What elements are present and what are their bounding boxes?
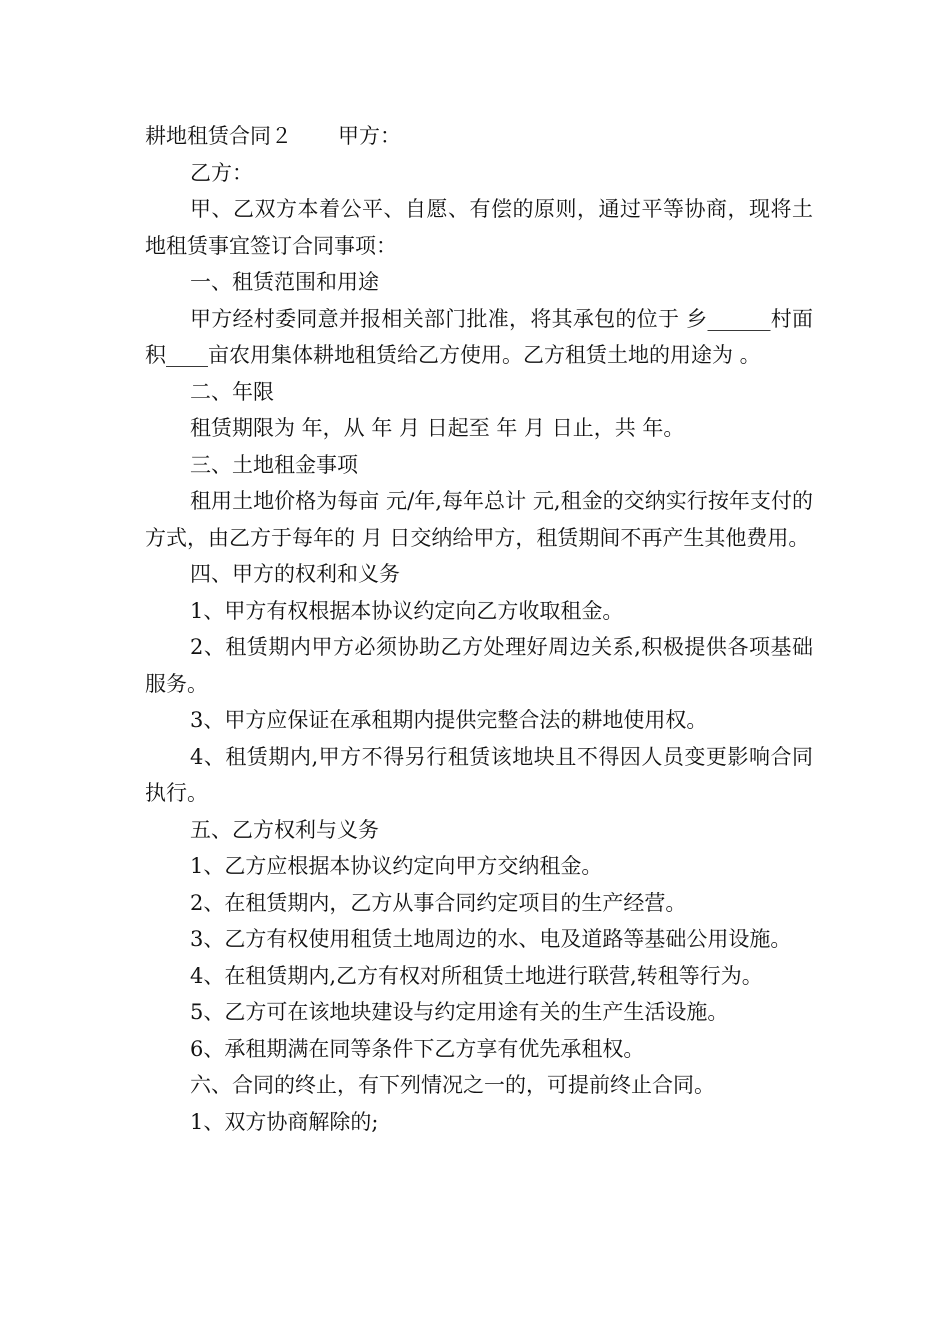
list-item: 4、在租赁期内,乙方有权对所租赁土地进行联营,转租等行为。 (190, 963, 763, 988)
section-heading-rent: 三、土地租金事项 (190, 452, 358, 477)
document-title: 耕地租赁合同２ (145, 124, 292, 148)
paragraph-rent: 租用土地价格为每亩 元/年,每年总计 元,租金的交纳实行按年支付的方式，由乙方于每年的 月 日交纳给甲方，租赁期间不再产生其他费用。 (145, 489, 813, 550)
list-item: 5、乙方可在该地块建设与约定用途有关的生产生活设施。 (190, 1000, 729, 1024)
section-heading-termination: 六、合同的终止，有下列情况之一的，可提前终止合同。 (190, 1073, 715, 1097)
party-b-label: 乙方： (190, 160, 253, 185)
list-item: 2、在租赁期内，乙方从事合同约定项目的生产经营。 (190, 890, 687, 915)
party-a-label: 甲方： (338, 124, 401, 148)
list-item: 1、甲方有权根据本协议约定向乙方收取租金。 (190, 598, 624, 623)
list-item: 1、双方协商解除的; (190, 1109, 379, 1134)
section-heading-term: 二、年限 (190, 379, 274, 404)
section-heading-party-b-rights: 五、乙方权利与义务 (190, 817, 379, 842)
list-item: 2、租赁期内甲方必须协助乙方处理好周边关系,积极提供各项基础服务。 (145, 635, 813, 696)
section-heading-party-a-rights: 四、甲方的权利和义务 (190, 562, 400, 586)
paragraph-scope: 甲方经村委同意并报相关部门批准，将其承包的位于 乡______村面积____亩农用集体耕地租赁给乙方使用。乙方租赁土地的用途为 。 (145, 306, 813, 367)
list-item: 1、乙方应根据本协议约定向甲方交纳租金。 (190, 854, 603, 878)
list-item: 3、乙方有权使用租赁土地周边的水、电及道路等基础公用设施。 (190, 927, 792, 951)
contract-body (145, 118, 813, 1140)
section-heading-scope: 一、租赁范围和用途 (190, 270, 379, 294)
paragraph-term: 租赁期限为 年，从 年 月 日起至 年 月 日止，共 年。 (190, 416, 685, 440)
paragraph-intro: 甲、乙双方本着公平、自愿、有偿的原则，通过平等协商，现将土地租赁事宜签订合同事项： (145, 197, 813, 258)
list-item: 6、承租期满在同等条件下乙方享有优先承租权。 (190, 1036, 645, 1061)
list-item: 4、租赁期内,甲方不得另行租赁该地块且不得因人员变更影响合同执行。 (145, 744, 813, 805)
title-line (145, 118, 813, 155)
list-item: 3、甲方应保证在承租期内提供完整合法的耕地使用权。 (190, 708, 708, 732)
